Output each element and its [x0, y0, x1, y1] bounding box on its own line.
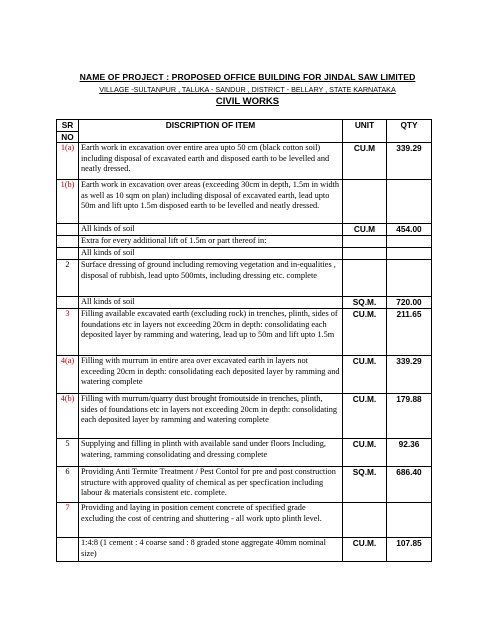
row-sr: 4(b) — [57, 394, 79, 439]
row-qty: 454.00 — [387, 224, 432, 236]
row-qty: 107.85 — [387, 538, 432, 562]
row-qty: 179.88 — [387, 394, 432, 439]
header-description: DISCRIPTION OF ITEM — [79, 120, 343, 143]
row-unit: SQ.M. — [343, 297, 387, 309]
row-description: Providing Anti Termite Treatment / Pest Contol for pre and post construction structure with approved quality of chemical as per specfication including labour & materials consistent etc. complete. — [79, 467, 343, 503]
row-description: Filling with murrum in entire area over excavated earth in layers not exceeding 20cm in depth: consolidating each deposited layer by ramming and watering complete — [79, 356, 343, 394]
row-unit — [343, 236, 387, 248]
row-qty — [387, 503, 432, 538]
row-qty — [387, 236, 432, 248]
row-unit: CU.M. — [343, 356, 387, 394]
table-row — [57, 309, 432, 356]
row-sr: 2 — [57, 260, 79, 297]
row-qty — [387, 260, 432, 297]
row-description: All kinds of soil — [79, 297, 343, 309]
row-sr — [57, 224, 79, 236]
row-description: Providing and laying in position cement concrete of specified grade excluding the cost of centring and shuttering - all work upto plinth level. — [79, 503, 343, 538]
row-qty: 686.40 — [387, 467, 432, 503]
row-description: All kinds of soil — [79, 224, 343, 236]
table-row — [57, 394, 432, 439]
table-row — [57, 356, 432, 394]
row-sr — [57, 236, 79, 248]
row-description: Extra for every additional lift of 1.5m or part thereof in: — [79, 236, 343, 248]
row-sr: 4(a) — [57, 356, 79, 394]
row-description: Earth work in excavation over entire area upto 50 cm (black cotton soil) including disposal of excavated earth and disposed earth to be levelled and neatly dressed. — [79, 143, 343, 180]
row-qty: 211.65 — [387, 309, 432, 356]
row-qty: 339.29 — [387, 356, 432, 394]
table-row — [57, 180, 432, 224]
row-sr — [57, 248, 79, 260]
table-row — [57, 439, 432, 467]
row-qty: 92.36 — [387, 439, 432, 467]
row-sr: 1(a) — [57, 143, 79, 180]
table-row — [57, 260, 432, 297]
table-row — [57, 236, 432, 248]
table-row — [57, 467, 432, 503]
row-unit — [343, 180, 387, 224]
row-description: Filling available excavated earth (excluding rock) in trenches, plinth, sides of foundations etc in layers not exceeding 20cm in depth: consolidating each deposited layer by ramming and watering, lead up to 50m and lift upto 1.5m — [79, 309, 343, 356]
row-unit: CU.M. — [343, 439, 387, 467]
row-sr: 5 — [57, 439, 79, 467]
row-description: Supplying and filling in plinth with available sand under floors Including, watering, ramming consolidating and dressing complete — [79, 439, 343, 467]
project-location: VILLAGE -SULTANPUR , TALUKA - SANDUR , DISTRICT - BELLARY , STATE KARNATAKA — [99, 85, 396, 94]
row-sr: 1(b) — [57, 180, 79, 224]
table-row — [57, 248, 432, 260]
row-sr: 6 — [57, 467, 79, 503]
header-sr: SR — [57, 120, 79, 132]
row-description: 1:4:8 (1 cement : 4 coarse sand : 8 graded stone aggregate 40mm nominal size) — [79, 538, 343, 562]
table-row — [57, 143, 432, 180]
table-row — [57, 503, 432, 538]
row-qty — [387, 248, 432, 260]
row-sr: 3 — [57, 309, 79, 356]
table-row — [57, 538, 432, 562]
row-unit — [343, 503, 387, 538]
project-title: NAME OF PROJECT : PROPOSED OFFICE BUILDING FOR JINDAL SAW LIMITED — [79, 72, 416, 82]
row-sr: 7 — [57, 503, 79, 538]
row-unit: CU.M. — [343, 394, 387, 439]
header-no: NO — [57, 131, 79, 143]
row-unit: CU.M. — [343, 309, 387, 356]
row-unit — [343, 260, 387, 297]
row-unit: CU.M — [343, 143, 387, 180]
table-row — [57, 224, 432, 236]
row-sr — [57, 297, 79, 309]
row-qty: 720.00 — [387, 297, 432, 309]
boq-table — [56, 119, 432, 562]
header-unit: UNIT — [343, 120, 387, 143]
row-qty — [387, 180, 432, 224]
row-description: Earth work in excavation over areas (exceeding 30cm in depth, 1.5m in width as well as 10 sqm on plan) including disposal of excavated earth, lead upto 50m and lift upto 1.5m disposed earth to be levelled and neatly dressed. — [79, 180, 343, 224]
row-description: Filling with murrum/quarry dust brought fromoutside in trenches, plinth, sides of foundations etc in layers not exceeding 20cm in depth: consolidating each deposited layer by ramming and watering complete — [79, 394, 343, 439]
row-unit: CU.M — [343, 224, 387, 236]
row-unit — [343, 248, 387, 260]
header-qty: QTY — [387, 120, 432, 143]
row-unit: CU.M. — [343, 538, 387, 562]
row-sr — [57, 538, 79, 562]
row-unit: SQ.M. — [343, 467, 387, 503]
table-header-row — [57, 120, 432, 132]
section-title: CIVIL WORKS — [215, 96, 280, 107]
row-description: All kinds of soil — [79, 248, 343, 260]
row-description: Surface dressing of ground including removing vegetation and in-equalities , disposal of rubbish, lead upto 500mts, including dressing etc. complete — [79, 260, 343, 297]
table-row — [57, 297, 432, 309]
row-qty: 339.29 — [387, 143, 432, 180]
